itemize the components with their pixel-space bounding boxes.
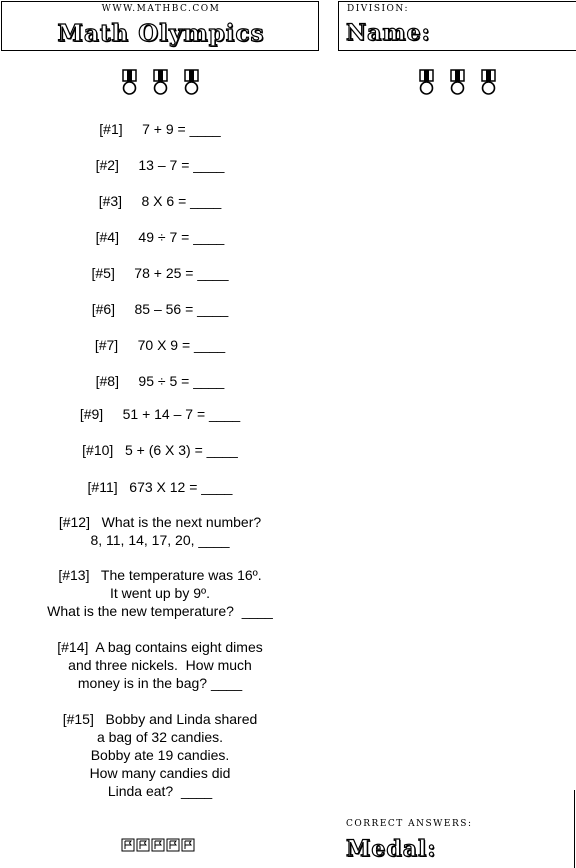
- question-13-line-1: [#13] The temperature was 16º.: [58, 567, 262, 583]
- medal-icon: [151, 69, 170, 96]
- question-15-line-3: Bobby ate 19 candies.: [90, 747, 230, 763]
- divider-line: [574, 790, 575, 868]
- question-2: [#2] 13 – 7 = ____: [95, 157, 225, 173]
- question-14-line-1: [#14] A bag contains eight dimes: [57, 639, 263, 655]
- question-14-line-3: money is in the bag? ____: [77, 675, 243, 691]
- question-13-line-3: What is the new temperature? ____: [47, 603, 273, 619]
- flag-icon: [166, 838, 180, 852]
- question-6: [#6] 85 – 56 = ____: [91, 301, 229, 317]
- question-4: [#4] 49 ÷ 7 = ____: [95, 229, 225, 245]
- website-url: WWW.MATHBC.COM: [101, 4, 221, 14]
- flag-icon: [121, 838, 135, 852]
- question-8: [#8] 95 ÷ 5 = ____: [95, 373, 225, 389]
- question-7: [#7] 70 X 9 = ____: [94, 337, 226, 353]
- question-5: [#5] 78 + 25 = ____: [91, 265, 229, 281]
- page-title: Math Olympics: [57, 20, 265, 47]
- question-13-line-2: It went up by 9º.: [109, 585, 211, 601]
- question-15-line-1: [#15] Bobby and Linda shared: [62, 711, 258, 727]
- question-14-line-2: and three nickels. How much: [68, 657, 252, 673]
- question-12-line-1: [#12] What is the next number?: [58, 514, 262, 530]
- flag-icon: [136, 838, 150, 852]
- name-box: [338, 1, 576, 51]
- medal-icon: [182, 69, 201, 96]
- medal-icon: [417, 69, 436, 96]
- question-1: [#1] 7 + 9 = ____: [99, 121, 221, 137]
- medal-icon: [120, 69, 139, 96]
- medals-left: [120, 69, 201, 96]
- flag-icon: [151, 838, 165, 852]
- question-15-line-2: a bag of 32 candies.: [96, 729, 224, 745]
- medal-label: Medal:: [346, 836, 437, 862]
- medal-icon: [479, 69, 498, 96]
- correct-answers-label: CORRECT ANSWERS:: [346, 819, 473, 829]
- question-3: [#3] 8 X 6 = ____: [98, 193, 222, 209]
- question-12-line-2: 8, 11, 14, 17, 20, ____: [90, 532, 230, 548]
- medals-right: [417, 69, 498, 96]
- question-11: [#11] 673 X 12 = ____: [87, 479, 233, 495]
- question-10: [#10] 5 + (6 X 3) = ____: [82, 442, 238, 458]
- header-box: [1, 1, 319, 51]
- question-15-line-5: Linda eat? ____: [107, 783, 213, 799]
- question-9: [#9] 51 + 14 – 7 = ____: [79, 406, 241, 422]
- question-15-line-4: How many candies did: [89, 765, 231, 781]
- name-label: Name:: [346, 20, 431, 46]
- division-label: DIVISION:: [347, 4, 410, 14]
- medal-icon: [448, 69, 467, 96]
- flag-row: [121, 838, 195, 852]
- flag-icon: [181, 838, 195, 852]
